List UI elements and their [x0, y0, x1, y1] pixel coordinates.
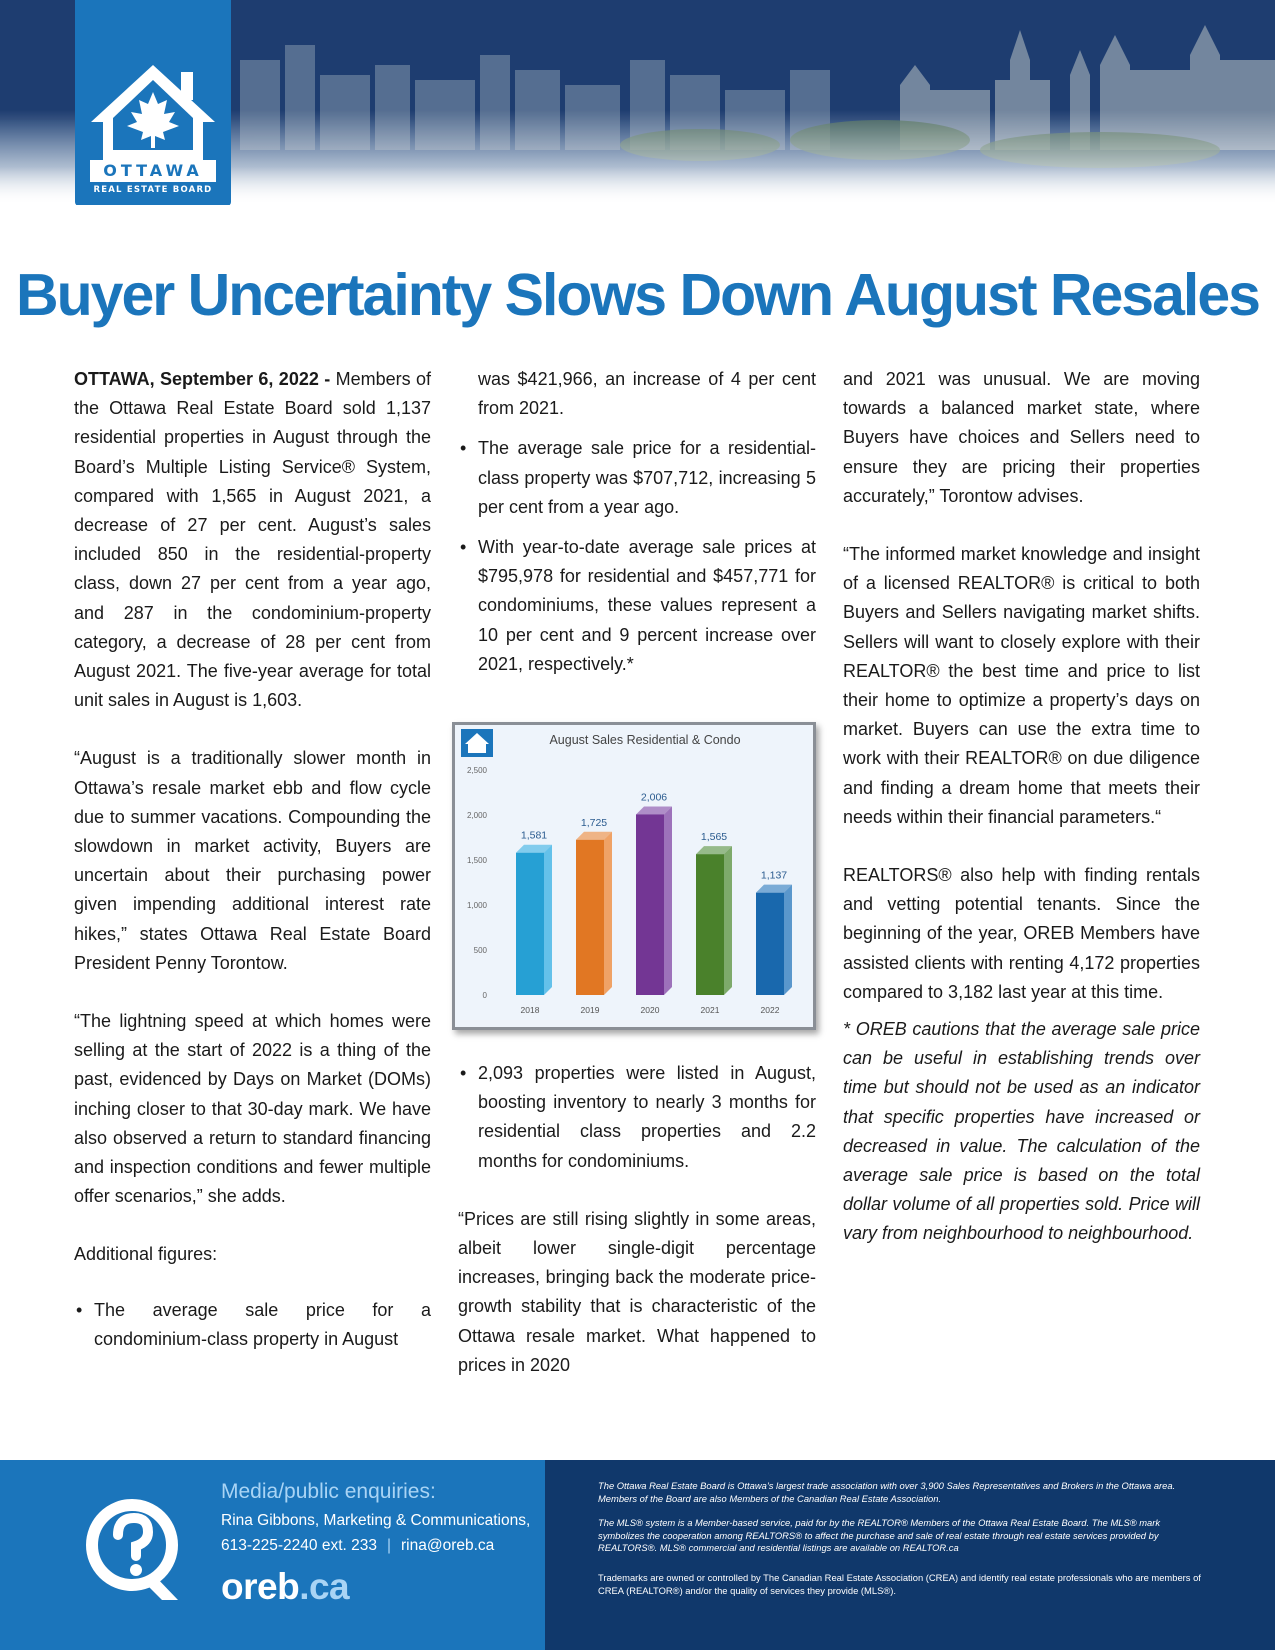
paragraph: and 2021 was unusual. We are moving towards a balanced market state, where Buyers have choices and Sellers need to ensure they are pricing their properties accurately,” Torontow advises. [843, 369, 1200, 506]
sales-bar-chart [452, 722, 816, 1030]
x-tick-label-2018: 2018 [520, 1005, 540, 1015]
header-banner [0, 0, 1275, 205]
x-tick-label-2020: 2020 [640, 1005, 660, 1015]
paragraph-text: Members of the Ottawa Real Estate Board sold 1,137 residential properties in August through the Board’s Multiple Listing Service® System, compared with 1,565 in August 2021, a decrease of 27 per cent. August’s sales included 850 in the residential-property class, down 27 per cent from a year ago, and 287 in the condominium-property category, a decrease of 28 per cent from August 2021. The five-year average for total unit sales in August is 1,603. [74, 369, 431, 711]
url-tld: .ca [299, 1566, 350, 1607]
disclaimer-paragraph: The Ottawa Real Estate Board is Ottawa’s largest trade association with over 3,900 Sales Representatives and Brokers in the Ottawa area. Members of the Board are also Members of the Canadian Real Estate Association. [598, 1480, 1176, 1504]
data-label-2022: 1,137 [760, 869, 788, 882]
bullet-item: • With year-to-date average sale prices at $795,978 for residential and $457,771 for condominiums, these values represent a 10 per cent and 9 percent increase over 2021, respectively.* [458, 533, 816, 679]
lead-paragraph [74, 365, 431, 715]
contact-name: Rina Gibbons, Marketing & Communications, [221, 1512, 531, 1529]
footer-contact-panel [0, 1460, 545, 1650]
media-enquiries-title: Media/public enquiries: [221, 1480, 436, 1503]
chart-canvas [455, 725, 813, 1027]
paragraph: “The lightning speed at which homes were selling at the start of 2022 is a thing of the past, evidenced by Days on Market (DOMs) inching closer to that 30-day mark. We have also observed a return to standard financing and inspection conditions and fewer multiple offer scenarios,” she adds. [74, 1011, 431, 1207]
contact-email[interactable]: rina@oreb.ca [401, 1537, 495, 1554]
section-label: Additional figures: [74, 1244, 218, 1265]
data-label-2019: 1,725 [580, 816, 608, 829]
dateline: OTTAWA, September 6, 2022 - [74, 369, 331, 389]
y-tick-label: 1,000 [466, 901, 487, 910]
separator: | [386, 1537, 392, 1554]
house-maple-leaf-icon [75, 0, 231, 160]
disclaimer-paragraph: The MLS® system is a Member-based service, paid for by the REALTOR® Members of the Ottawa Real Estate Board. The MLS® mark symbolizes the cooperation among REALTORS® to affect the purchase and sale of real estate through real estate services provided by REALTORS®. MLS® commercial and residential listings are available on REALTOR.ca [598, 1517, 1161, 1553]
oreb-logo [75, 0, 231, 205]
article-column-3 [843, 365, 1200, 1278]
logo-wordmark: OTTAWA [90, 160, 216, 182]
paragraph: “The informed market knowledge and insight of a licensed REALTOR® is critical to both Buyers and Sellers navigating market shifts. Sellers will want to closely explore with their REALTOR® the best time and price to list their home to optimize a property’s days on market. Buyers can use the extra time to work with their REALTOR® on due diligence and finding a dream home that meets their needs within their financial parameters.“ [843, 544, 1200, 827]
data-label-2021: 1,565 [700, 831, 728, 844]
article-column-1 [74, 365, 431, 1362]
contact-phone[interactable]: 613-225-2240 ext. 233 [221, 1537, 377, 1554]
url-main: oreb [221, 1566, 300, 1607]
chart-title: August Sales Residential & Condo [549, 733, 741, 747]
y-tick-label: 1,500 [466, 856, 487, 865]
oreb-website-link[interactable] [221, 1566, 349, 1608]
bullet-item: • The average sale price for a condominium-class property in August [74, 1296, 431, 1354]
paragraph: REALTORS® also help with finding rentals and vetting potential tenants. Since the beginning of the year, OREB Members have assisted clients with renting 4,172 properties compared to 3,182 last year at this time. [843, 865, 1200, 1002]
chart-bar-2018 [516, 845, 552, 995]
disclaimer-note: * OREB cautions that the average sale price can be useful in establishing trends over time but should not be used as an indicator that specific properties have increased or decreased in value. The calculation of the average sale price is based on the total dollar volume of all properties sold. Price will vary from neighbourhood to neighbourhood. [843, 1019, 1200, 1244]
data-label-2020: 2,006 [640, 791, 668, 804]
chart-bar-2021 [696, 846, 732, 995]
chart-bar-2022 [756, 885, 792, 995]
footer [0, 1460, 1275, 1650]
y-tick-label: 500 [473, 946, 487, 955]
y-tick-label: 2,000 [466, 811, 487, 820]
disclaimer-paragraph: Trademarks are owned or controlled by The Canadian Real Estate Association (CREA) and identify real estate professionals who are members of CREA (REALTOR®) and/or the quality of services they provide (MLS®). [598, 1572, 1201, 1596]
y-tick-label: 2,500 [466, 766, 487, 775]
chart-bar-2019 [576, 832, 612, 995]
oreb-search-logo-icon [82, 1490, 182, 1610]
bullet-item: • The average sale price for a residential-class property was $707,712, increasing 5 per cent from a year ago. [458, 434, 816, 522]
page-title: Buyer Uncertainty Slows Down August Resales [16, 262, 1259, 328]
paragraph: “August is a traditionally slower month in Ottawa’s resale market ebb and flow cycle due to summer vacations. Compounding the slowdown in market activity, Buyers are uncertain about their purchasing power given impending additional interest rate hikes,” states Ottawa Real Estate Board President Penny Torontow. [74, 748, 431, 973]
chart-bar-2020 [636, 806, 672, 995]
y-tick-label: 0 [482, 991, 487, 1000]
logo-subtitle: REAL ESTATE BOARD [93, 185, 213, 195]
contact-details [221, 1537, 494, 1555]
data-label-2018: 1,581 [520, 829, 548, 842]
x-tick-label-2021: 2021 [700, 1005, 720, 1015]
x-tick-label-2019: 2019 [580, 1005, 600, 1015]
x-tick-label-2022: 2022 [760, 1005, 780, 1015]
bullet-item: • 2,093 properties were listed in August, boosting inventory to nearly 3 months for residential class properties and 2.2 months for condominiums. [458, 1059, 816, 1176]
paragraph: “Prices are still rising slightly in some areas, albeit lower single-digit percentage increases, bringing back the moderate price-growth stability that is characteristic of the Ottawa resale market. What happened to prices in 2020 [458, 1208, 816, 1375]
bullet-continuation: was $421,966, an increase of 4 per cent from 2021. [478, 369, 816, 419]
